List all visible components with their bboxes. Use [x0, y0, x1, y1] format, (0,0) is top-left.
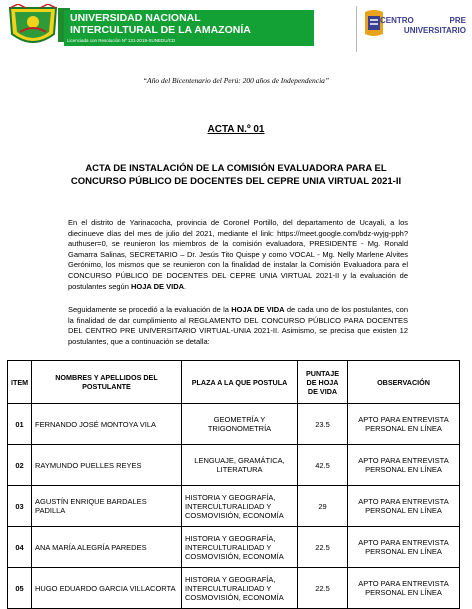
header-observation: OBSERVACIÓN: [348, 361, 460, 404]
evaluation-bold-hoja-de-vida: HOJA DE VIDA: [231, 305, 285, 314]
university-license: Licenciada con Resolución Nº 131-2019-SUNEDU/CD: [64, 38, 178, 43]
evaluation-text-end: de cada uno de los postulantes, con la finalidad de dar cumplimiento al REGLAMENTO DEL CONCURSO PÚBLICO PARA DOCENTES DEL CENTRO PRE UNIVERSITARIO VIRTUAL-UNIA 2021-II. Asimismo, se precisa que existen 12 postulantes, que a continuación se detalla:: [68, 305, 409, 346]
document-title: [30, 162, 442, 188]
cell-plaza: HISTORIA Y GEOGRAFÍA, INTERCULTURALIDAD Y COSMOVISIÓN, ECONOMÍA: [182, 568, 298, 609]
cell-plaza: HISTORIA Y GEOGRAFÍA, INTERCULTURALIDAD Y COSMOVISIÓN, ECONOMÍA: [182, 486, 298, 527]
cell-observation: APTO PARA ENTREVISTA PERSONAL EN LÍNEA: [348, 568, 460, 609]
cell-observation: APTO PARA ENTREVISTA PERSONAL EN LÍNEA: [348, 445, 460, 486]
cell-item: 01: [8, 404, 32, 445]
cepre-word-centro: CENTRO: [380, 16, 414, 25]
cell-score: 22.5: [298, 568, 348, 609]
table-row: [8, 445, 460, 486]
cell-name: FERNANDO JOSÉ MONTOYA VILA: [32, 404, 182, 445]
cell-name: ANA MARÍA ALEGRÍA PAREDES: [32, 527, 182, 568]
cell-name: HUGO EDUARDO GARCIA VILLACORTA: [32, 568, 182, 609]
cell-score: 42.5: [298, 445, 348, 486]
cepre-title: [380, 16, 466, 36]
cell-observation: APTO PARA ENTREVISTA PERSONAL EN LÍNEA: [348, 404, 460, 445]
cell-plaza: GEOMETRÍA Y TRIGONOMETRÍA: [182, 404, 298, 445]
acta-number: ACTA N.º 01: [207, 124, 265, 135]
cell-name: RAYMUNDO PUELLES REYES: [32, 445, 182, 486]
intro-bold-hoja-de-vida: HOJA DE VIDA: [130, 281, 185, 291]
header-plaza: PLAZA A LA QUE POSTULA: [182, 361, 298, 404]
cell-item: 04: [8, 527, 32, 568]
university-logo: [6, 4, 60, 50]
cell-name: AGUSTÍN ENRIQUE BARDALES PADILLA: [32, 486, 182, 527]
table-row: [8, 527, 460, 568]
cepre-word-pre: PRE: [449, 16, 466, 25]
cell-plaza: LENGUAJE, GRAMÁTICA, LITERATURA: [182, 445, 298, 486]
table-row: [8, 568, 460, 609]
cepre-word-universitario: UNIVERSITARIO: [403, 26, 466, 35]
document-title-line1: ACTA DE INSTALACIÓN DE LA COMISIÓN EVALUADORA PARA EL: [85, 163, 387, 174]
header-score: PUNTAJE DE HOJA DE VIDA: [298, 361, 348, 404]
table-header-row: [8, 361, 460, 404]
cell-score: 23.5: [298, 404, 348, 445]
university-name-line1: UNIVERSIDAD NACIONAL: [70, 12, 201, 24]
cell-item: 03: [8, 486, 32, 527]
cell-observation: APTO PARA ENTREVISTA PERSONAL EN LÍNEA: [348, 486, 460, 527]
university-name-line2: INTERCULTURAL DE LA AMAZONÍA: [70, 24, 251, 36]
table-row: [8, 486, 460, 527]
evaluation-text-start: Seguidamente se procedió a la evaluación de la: [68, 305, 232, 314]
year-motto: “Año del Bicentenario del Perú: 200 años de Independencia”: [142, 76, 330, 85]
intro-text: En el distrito de Yarinacocha, provincia de Coronel Portillo, del departamento de Ucayali, a los diecinueve días del mes de julio del 2021, mediante el link: https://meet.google.com/bdz-wyjg-pph?authuser=0, se reunieron los miembros de la comisión evaluadora, PRESIDENTE - Mg. Ronald Gamarra Salinas, SECRETARIO – Dr. Jesús Tito Quispe y como VOCAL - Mg. Nelly Marlene Alvites Gerónimo, los mismos que se reunieron con la finalidad de instalar la Comisión Evaluadora para el CONCURSO PÚBLICO DE DOCENTES DEL CEPRE UNIA VIRTUAL 2021-II y la evaluación de postulantes según: [68, 218, 408, 291]
header-divider: [356, 6, 357, 52]
header-name: NOMBRES Y APELLIDOS DEL POSTULANTE: [32, 361, 182, 404]
cell-score: 22.5: [298, 527, 348, 568]
cell-item: 05: [8, 568, 32, 609]
intro-tail: .: [184, 281, 187, 291]
cell-score: 29: [298, 486, 348, 527]
university-shield-icon: [6, 4, 60, 50]
intro-paragraph: [68, 218, 408, 292]
applicants-table: [7, 360, 460, 609]
evaluation-paragraph: [68, 305, 408, 347]
table-row: [8, 404, 460, 445]
document-header: [0, 0, 472, 58]
header-item: ITEM: [8, 361, 32, 404]
document-title-line2: CONCURSO PÚBLICO DE DOCENTES DEL CEPRE UNIA VIRTUAL 2021-II: [70, 176, 402, 187]
cell-plaza: HISTORIA Y GEOGRAFÍA, INTERCULTURALIDAD Y COSMOVISIÓN, ECONOMÍA: [182, 527, 298, 568]
cell-observation: APTO PARA ENTREVISTA PERSONAL EN LÍNEA: [348, 527, 460, 568]
cell-item: 02: [8, 445, 32, 486]
